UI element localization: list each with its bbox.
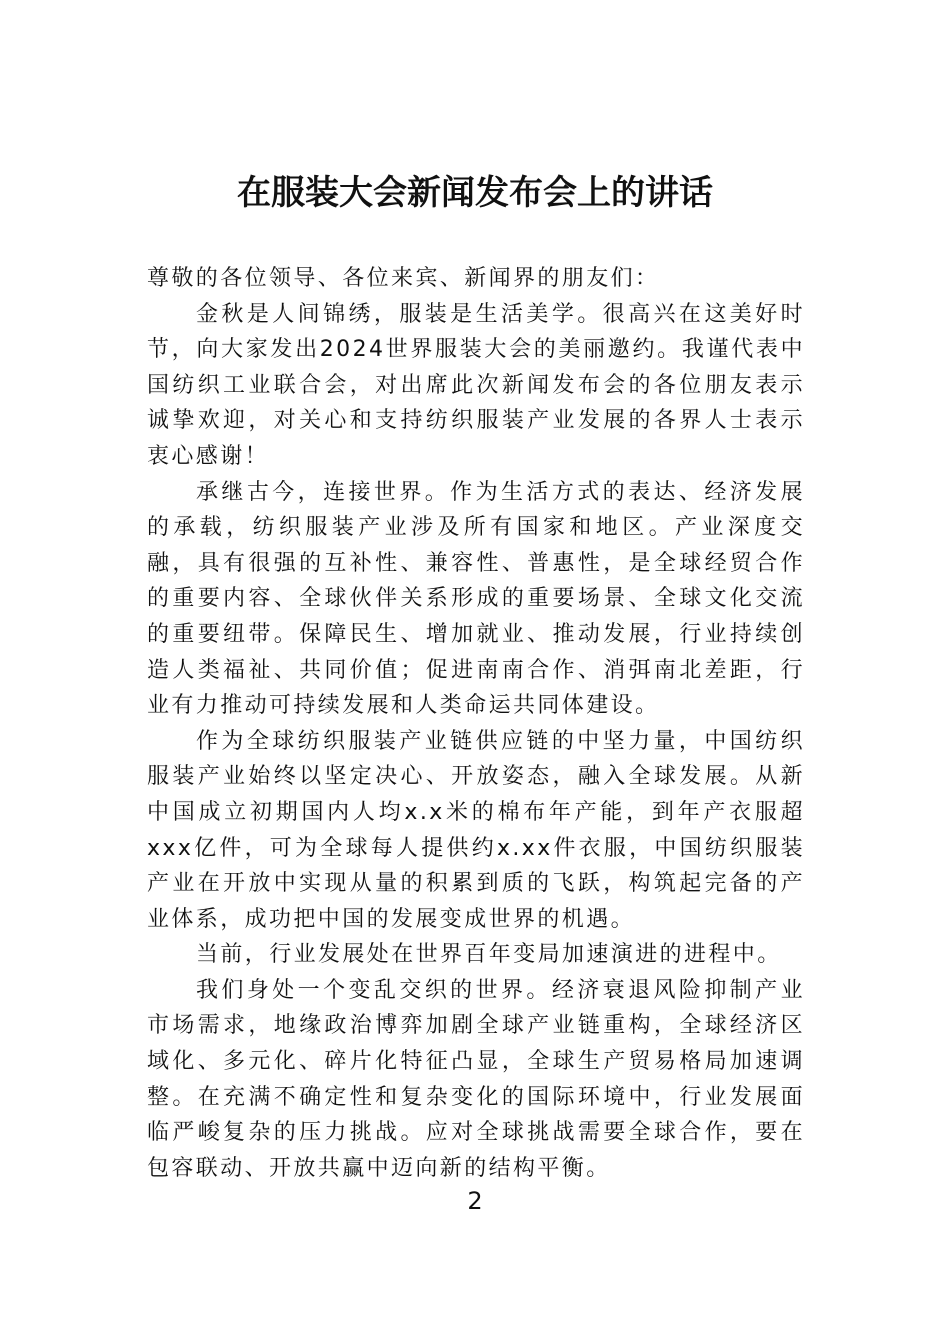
document-title: 在服装大会新闻发布会上的讲话 [237,173,713,213]
paragraph-current-situation: 当前，行业发展处在世界百年变局加速演进的进程中。 [196,942,782,968]
page-number: 2 [467,1187,483,1215]
document-body [147,261,805,1186]
paragraph-invitation: 金秋是人间锦绣，服装是生活美学。很高兴在这美好时节，向大家发出2024世界服装大会的美丽邀约。我谨代表中国纺织工业联合会，对出席此次新闻发布会的各位朋友表示诚挚欢迎，对关心和支持纺织服装产业发展的各界人士表示衷心感谢！ [147,301,805,469]
paragraph-industry-role: 承继古今，连接世界。作为生活方式的表达、经济发展的承载，纺织服装产业涉及所有国家和地区。产业深度交融，具有很强的互补性、兼容性、普惠性，是全球经贸合作的重要内容、全球伙伴关系形成的重要场景、全球文化交流的重要纽带。保障民生、增加就业、推动发展，行业持续创造人类福祉、共同价值；促进南南合作、消弭南北差距，行业有力推动可持续发展和人类命运共同体建设。 [147,479,805,719]
paragraph-china-industry: 作为全球纺织服装产业链供应链的中坚力量，中国纺织服装产业始终以坚定决心、开放姿态，融入全球发展。从新中国成立初期国内人均x.x米的棉布年产能，到年产衣服超xxx亿件，可为全球每人提供约x.xx件衣服，中国纺织服装产业在开放中实现从量的积累到质的飞跃，构筑起完备的产业体系，成功把中国的发展变成世界的机遇。 [147,728,805,932]
salutation: 尊敬的各位领导、各位来宾、新闻界的朋友们： [147,266,660,291]
paragraph-global-challenges: 我们身处一个变乱交织的世界。经济衰退风险抑制产业市场需求，地缘政治博弈加剧全球产业链重构，全球经济区域化、多元化、碎片化特征凸显，全球生产贸易格局加速调整。在充满不确定性和复杂变化的国际环境中，行业发展面临严峻复杂的压力挑战。应对全球挑战需要全球合作，要在包容联动、开放共赢中迈向新的结构平衡。 [147,977,805,1181]
